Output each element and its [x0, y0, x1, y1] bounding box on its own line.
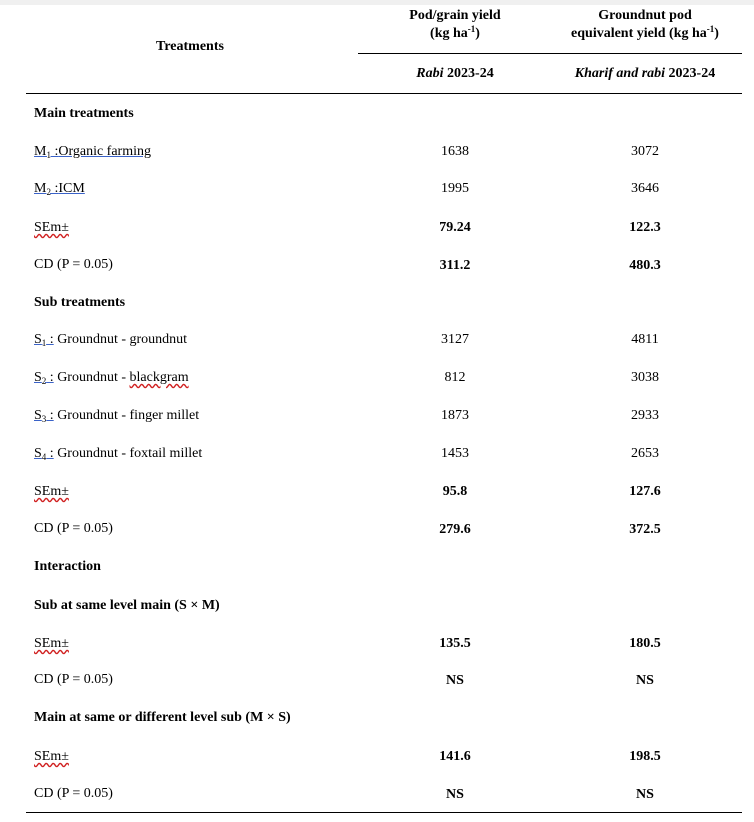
row-cd-sub-label: CD (P = 0.05) — [34, 521, 113, 536]
pod-grain-yield-title: Pod/grain yield — [409, 8, 501, 23]
row-s2-label: $S_2$ : Groundnut - blackgram — [34, 370, 189, 386]
gpey-title: Groundnut pod — [598, 8, 692, 23]
row-cd-sub-v1: 279.6 — [439, 522, 471, 537]
top-strip — [0, 0, 754, 5]
row-sem-sxm-label: SEm± — [34, 636, 69, 651]
header-sub-rule — [358, 53, 742, 54]
row-m1-v2: 3072 — [631, 144, 659, 159]
row-cd-sxm-v2: NS — [636, 673, 654, 688]
row-cd-main-v1: 311.2 — [439, 258, 471, 273]
pod-grain-yield-header — [360, 7, 550, 43]
header-bottom-rule — [26, 93, 742, 94]
row-sem-sub-label: SEm± — [34, 484, 69, 499]
row-cd-sxm-v1: NS — [446, 673, 464, 688]
gpey-unit: equivalent yield (kg $ha^{-1}$) — [571, 24, 719, 41]
section-sub-at-main: Sub at same level main (S × M) — [34, 598, 220, 613]
row-sem-sxm-v2: 180.5 — [629, 636, 661, 651]
section-interaction: Interaction — [34, 559, 101, 574]
row-m2-v2: 3646 — [631, 181, 659, 196]
groundnut-pod-equivalent-header — [545, 7, 745, 43]
row-s2-v2: 3038 — [631, 370, 659, 385]
row-cd-main-label: CD (P = 0.05) — [34, 257, 113, 272]
row-sem-main-v2: 122.3 — [629, 220, 661, 235]
row-sem-sxm-v1: 135.5 — [439, 636, 471, 651]
row-cd-main-v2: 480.3 — [629, 258, 661, 273]
row-sem-sub-v1: 95.8 — [442, 484, 468, 499]
row-s3-v1: 1873 — [441, 408, 469, 423]
row-cd-sub-v2: 372.5 — [629, 522, 661, 537]
row-cd-mxs-label: CD (P = 0.05) — [34, 786, 113, 801]
row-s4-v1: 1453 — [441, 446, 469, 461]
row-s4-v2: 2653 — [631, 446, 659, 461]
season-col1: Rabi 2023-24 — [416, 66, 494, 81]
season-col2: Kharif and rabi 2023-24 — [574, 66, 716, 81]
row-cd-mxs-v1: NS — [446, 787, 464, 802]
row-s1-v2: 4811 — [631, 332, 659, 347]
pod-grain-yield-unit: (kg $ha^{-1}$) — [430, 24, 480, 41]
row-m2-label: $M_2$ :ICM — [34, 181, 85, 197]
row-sem-sub-v2: 127.6 — [629, 484, 661, 499]
row-m2-v1: 1995 — [441, 181, 469, 196]
row-s3-label: $S_3$ : Groundnut - finger millet — [34, 408, 200, 424]
section-sub-treatments: Sub treatments — [34, 295, 126, 310]
row-cd-sxm-label: CD (P = 0.05) — [34, 672, 113, 687]
row-s1-v1: 3127 — [441, 332, 469, 347]
row-sem-main-v1: 79.24 — [439, 220, 471, 235]
row-m1-label: $M_1$ :Organic farming — [34, 144, 151, 160]
row-s1-label: $S_1$ : Groundnut - groundnut — [34, 332, 188, 348]
section-main-at-sub: Main at same or different level sub (M × S) — [34, 710, 291, 725]
section-main-treatments: Main treatments — [34, 106, 134, 121]
row-s2-v1: 812 — [444, 370, 466, 385]
row-sem-main-label: SEm± — [34, 220, 69, 235]
row-m1-v1: 1638 — [441, 144, 469, 159]
treatments-header: Treatments — [156, 39, 224, 54]
row-s4-label: $S_4$ : Groundnut - foxtail millet — [34, 446, 203, 462]
row-sem-mxs-label: SEm± — [34, 749, 69, 764]
row-sem-mxs-v1: 141.6 — [439, 749, 471, 764]
table-bottom-rule — [26, 812, 742, 813]
row-s3-v2: 2933 — [631, 408, 659, 423]
row-sem-mxs-v2: 198.5 — [629, 749, 661, 764]
row-cd-mxs-v2: NS — [636, 787, 654, 802]
